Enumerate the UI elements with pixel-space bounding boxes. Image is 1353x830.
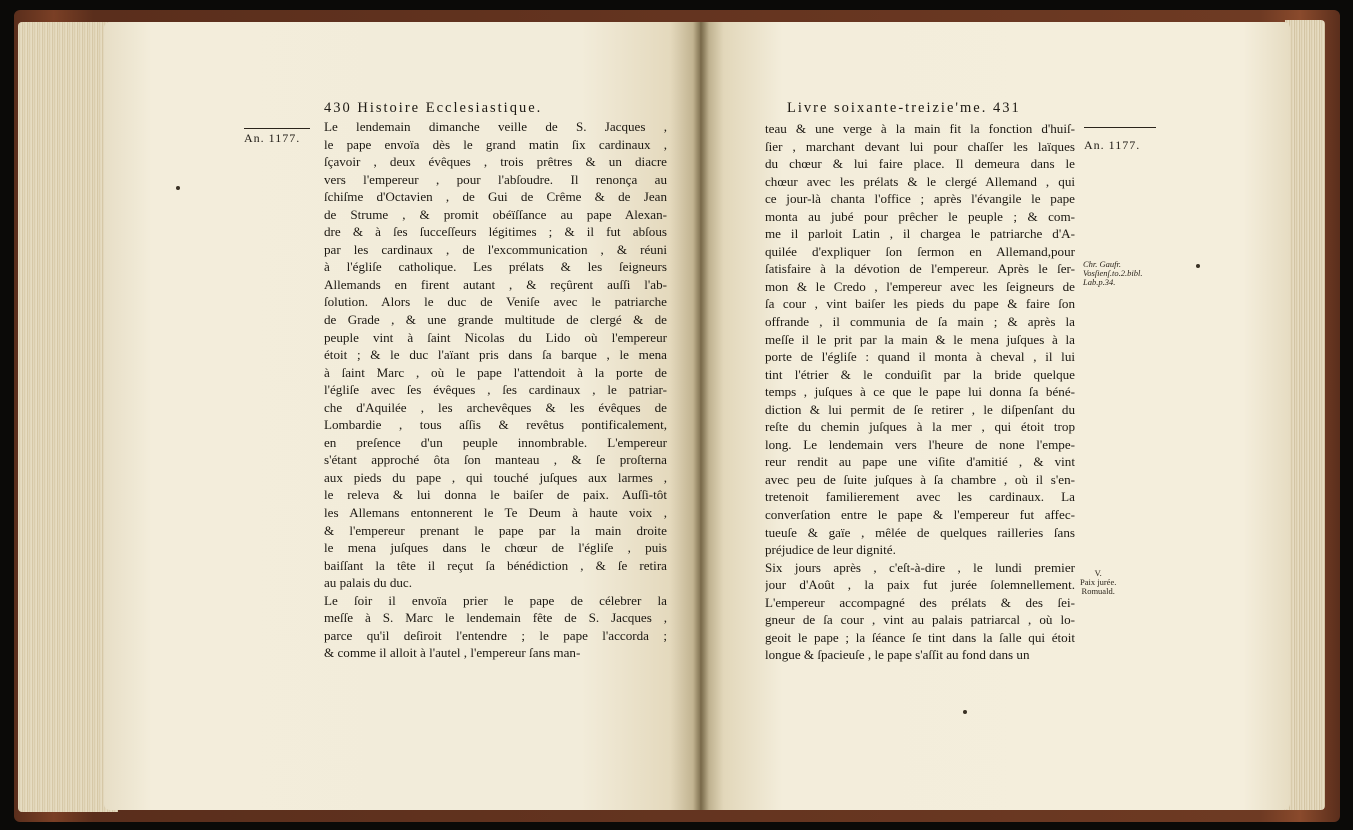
text-line: les Allemans entonnerent le Te Deum à haute voix , xyxy=(324,505,667,521)
text-line: le releva & lui donna le baiſer de paix. Auſſi-tôt xyxy=(324,487,667,503)
text-line: préjudice de leur dignité. xyxy=(765,542,896,558)
text-line: en preſence d'un peuple innombrable. L'empereur xyxy=(324,434,667,450)
text-line: Six jours après , c'eſt-à-dire , le lundi premier xyxy=(765,559,1075,575)
text-line: meſſe à S. Marc le lendemain fête de S. Jacques , xyxy=(324,610,667,626)
text-line: monta au jubé pour prêcher le peuple ; & com- xyxy=(765,208,1075,224)
text-line: ſçavoir , deux évêques , trois prêtres & un diacre xyxy=(324,154,667,170)
text-line: à ſaint Marc , où le pape l'attendoit à la porte de xyxy=(324,364,667,380)
left-page-header: 430 Histoire Ecclesiastique. xyxy=(324,100,543,116)
text-line: peuple vint à ſaint Nicolas du Lido où l'empereur xyxy=(324,329,667,345)
side-note-paix xyxy=(1080,569,1116,596)
side-note-chronicle xyxy=(1083,260,1143,287)
page-edges-left xyxy=(18,22,118,812)
text-line: diction & lui permit de ſe retirer , le diſpenſant du xyxy=(765,401,1075,417)
text-line: jour d'Août , la paix fut jurée ſolemnellement. xyxy=(765,577,1075,593)
text-line: à l'égliſe catholique. Les prélats & les ſeigneurs xyxy=(324,259,667,275)
text-line: l'égliſe avec ſes évêques , ſes cardinaux , le patriar- xyxy=(324,382,667,398)
text-line: reur rendit au pape une viſite d'amitié , & vint xyxy=(765,454,1075,470)
page-speck xyxy=(176,186,180,190)
text-line: ſatisfaire à la dévotion de l'empereur. Après le ſer- xyxy=(765,261,1075,277)
text-line: geoit le pape ; la ſéance ſe tint dans la ſalle qui étoit xyxy=(765,629,1075,645)
side-note-line: Chr. Gaufr. xyxy=(1083,259,1122,269)
text-line: & comme il alloit à l'autel , l'empereur ſans man- xyxy=(324,645,581,661)
text-line: Le lendemain dimanche veille de S. Jacques , xyxy=(324,119,667,134)
page-speck xyxy=(963,710,967,714)
text-line: che d'Aquilée , les archevêques & les évêques de xyxy=(324,399,667,415)
side-note-line: V. xyxy=(1094,568,1102,578)
text-line: long. Le lendemain vers l'heure de none l'empe- xyxy=(765,436,1075,452)
text-line: ſier , marchant devant lui pour chaſſer les laïques xyxy=(765,138,1075,154)
page-speck xyxy=(1196,264,1200,268)
text-line: mon & le Credo , l'empereur avec les ſeigneurs de xyxy=(765,278,1075,294)
text-line: quilée d'expliquer ſon ſermon en Allemand,pour xyxy=(765,243,1075,259)
text-line: chœur avec les prélats & le clergé Allemand , qui xyxy=(765,173,1075,189)
text-line: & l'empereur prenant le pape par la main droite xyxy=(324,522,667,538)
text-line: Le ſoir il envoïa prier le pape de célebrer la xyxy=(324,592,667,608)
right-margin-year: An. 1177. xyxy=(1084,138,1141,152)
text-line: porte de l'égliſe : quand il monta à cheval , il lui xyxy=(765,349,1075,365)
text-line: de Grade , & une grande multitude de clergé & de xyxy=(324,312,667,328)
text-line: dre & à ſes ſucceſſeurs légitimes ; & il fut abſous xyxy=(324,224,667,240)
text-line: ſchiſme d'Octavien , de Gui de Crême & de Jean xyxy=(324,189,667,205)
text-line: ſa cour , vint baiſer les pieds du pape & faire ſon xyxy=(765,296,1075,312)
text-line: du chœur & lui faire place. Il demeura dans le xyxy=(765,156,1075,172)
side-note-line: Lab.p.34. xyxy=(1083,277,1116,287)
text-line: tint l'étrier & le conduiſit par la bride quelque xyxy=(765,366,1075,382)
book-gutter xyxy=(693,22,709,810)
side-note-line: Romuald. xyxy=(1081,586,1115,596)
text-line: me il parloit Latin , il chargea le patriarche d'A- xyxy=(765,226,1075,242)
text-line: temps , juſques à ce que le pape lui donna ſa béné- xyxy=(765,384,1075,400)
text-line: par les cardinaux , de l'excommunication , & réuni xyxy=(324,241,667,257)
text-line: offrande , il communia de ſa main ; & après la xyxy=(765,314,1075,330)
text-line: reſte du chemin juſques à la mer , qui étoit trop xyxy=(765,419,1075,435)
side-note-line: Paix jurée. xyxy=(1080,577,1117,587)
text-line: avec peu de ſuite juſques à ſa chambre , où il s'en- xyxy=(765,471,1075,487)
text-line: Allemands en firent autant , & reçûrent auſſi l'ab- xyxy=(324,276,667,292)
left-margin-year: An. 1177. xyxy=(244,131,301,145)
text-line: L'empereur accompagné des prélats & des ſei- xyxy=(765,594,1075,610)
text-line: étoit ; & le duc l'aïant pris dans ſa barque , le mena xyxy=(324,347,667,363)
text-line: tretenoit familierement avec les cardinaux. La xyxy=(765,489,1075,505)
text-line: teau & une verge à la main fit la fonction d'huiſ- xyxy=(765,121,1075,136)
side-note-line: Vosſienſ.to.2.bibl. xyxy=(1083,268,1143,278)
right-page-text xyxy=(765,120,1075,664)
text-line: Lombardie , tous aſſis & revêtus pontificalement, xyxy=(324,417,667,433)
text-line: vers l'empereur , pour l'abſoudre. Il renonça au xyxy=(324,171,667,187)
text-line: converſation entre le pape & l'empereur fut affec- xyxy=(765,507,1075,523)
text-line: longue & ſpacieuſe , le pape s'aſſit au fond dans un xyxy=(765,647,1030,663)
right-page-header: Livre soixante-treizie'me. 431 xyxy=(787,100,1021,116)
left-page-text xyxy=(324,118,667,662)
text-line: ſolution. Alors le duc de Veniſe avec le patriarche xyxy=(324,294,667,310)
text-line: tueuſe & gaïe , mêlée de quelques railleries ſans xyxy=(765,524,1075,540)
text-line: baiſſant la tête il reçut ſa bénédiction , & ſe retira xyxy=(324,557,667,573)
text-line: de Strume , & promit obéïſſance au pape Alexan- xyxy=(324,206,667,222)
text-line: aux pieds du pape , qui touché juſques aux larmes , xyxy=(324,469,667,485)
text-line: le pape envoïa dès le grand matin ſix cardinaux , xyxy=(324,136,667,152)
text-line: meſſe il le prit par la main & le mena juſques à la xyxy=(765,331,1075,347)
right-margin-rule xyxy=(1084,127,1156,128)
page-edges-right xyxy=(1285,20,1325,810)
text-line: le mena juſques dans le chœur de l'égliſe , puis xyxy=(324,540,667,556)
text-line: parce qu'il deſiroit l'entendre ; le pape l'accorda ; xyxy=(324,627,667,643)
text-line: au palais du duc. xyxy=(324,575,412,591)
text-line: gneur de ſa cour , vint au palais patriarcal , où lo- xyxy=(765,612,1075,628)
text-line: s'étant approché ôta ſon manteau , & ſe proſterna xyxy=(324,452,667,468)
left-margin-rule xyxy=(244,128,310,129)
text-line: ce jour-là chanta l'office ; après l'évangile le pape xyxy=(765,191,1075,207)
